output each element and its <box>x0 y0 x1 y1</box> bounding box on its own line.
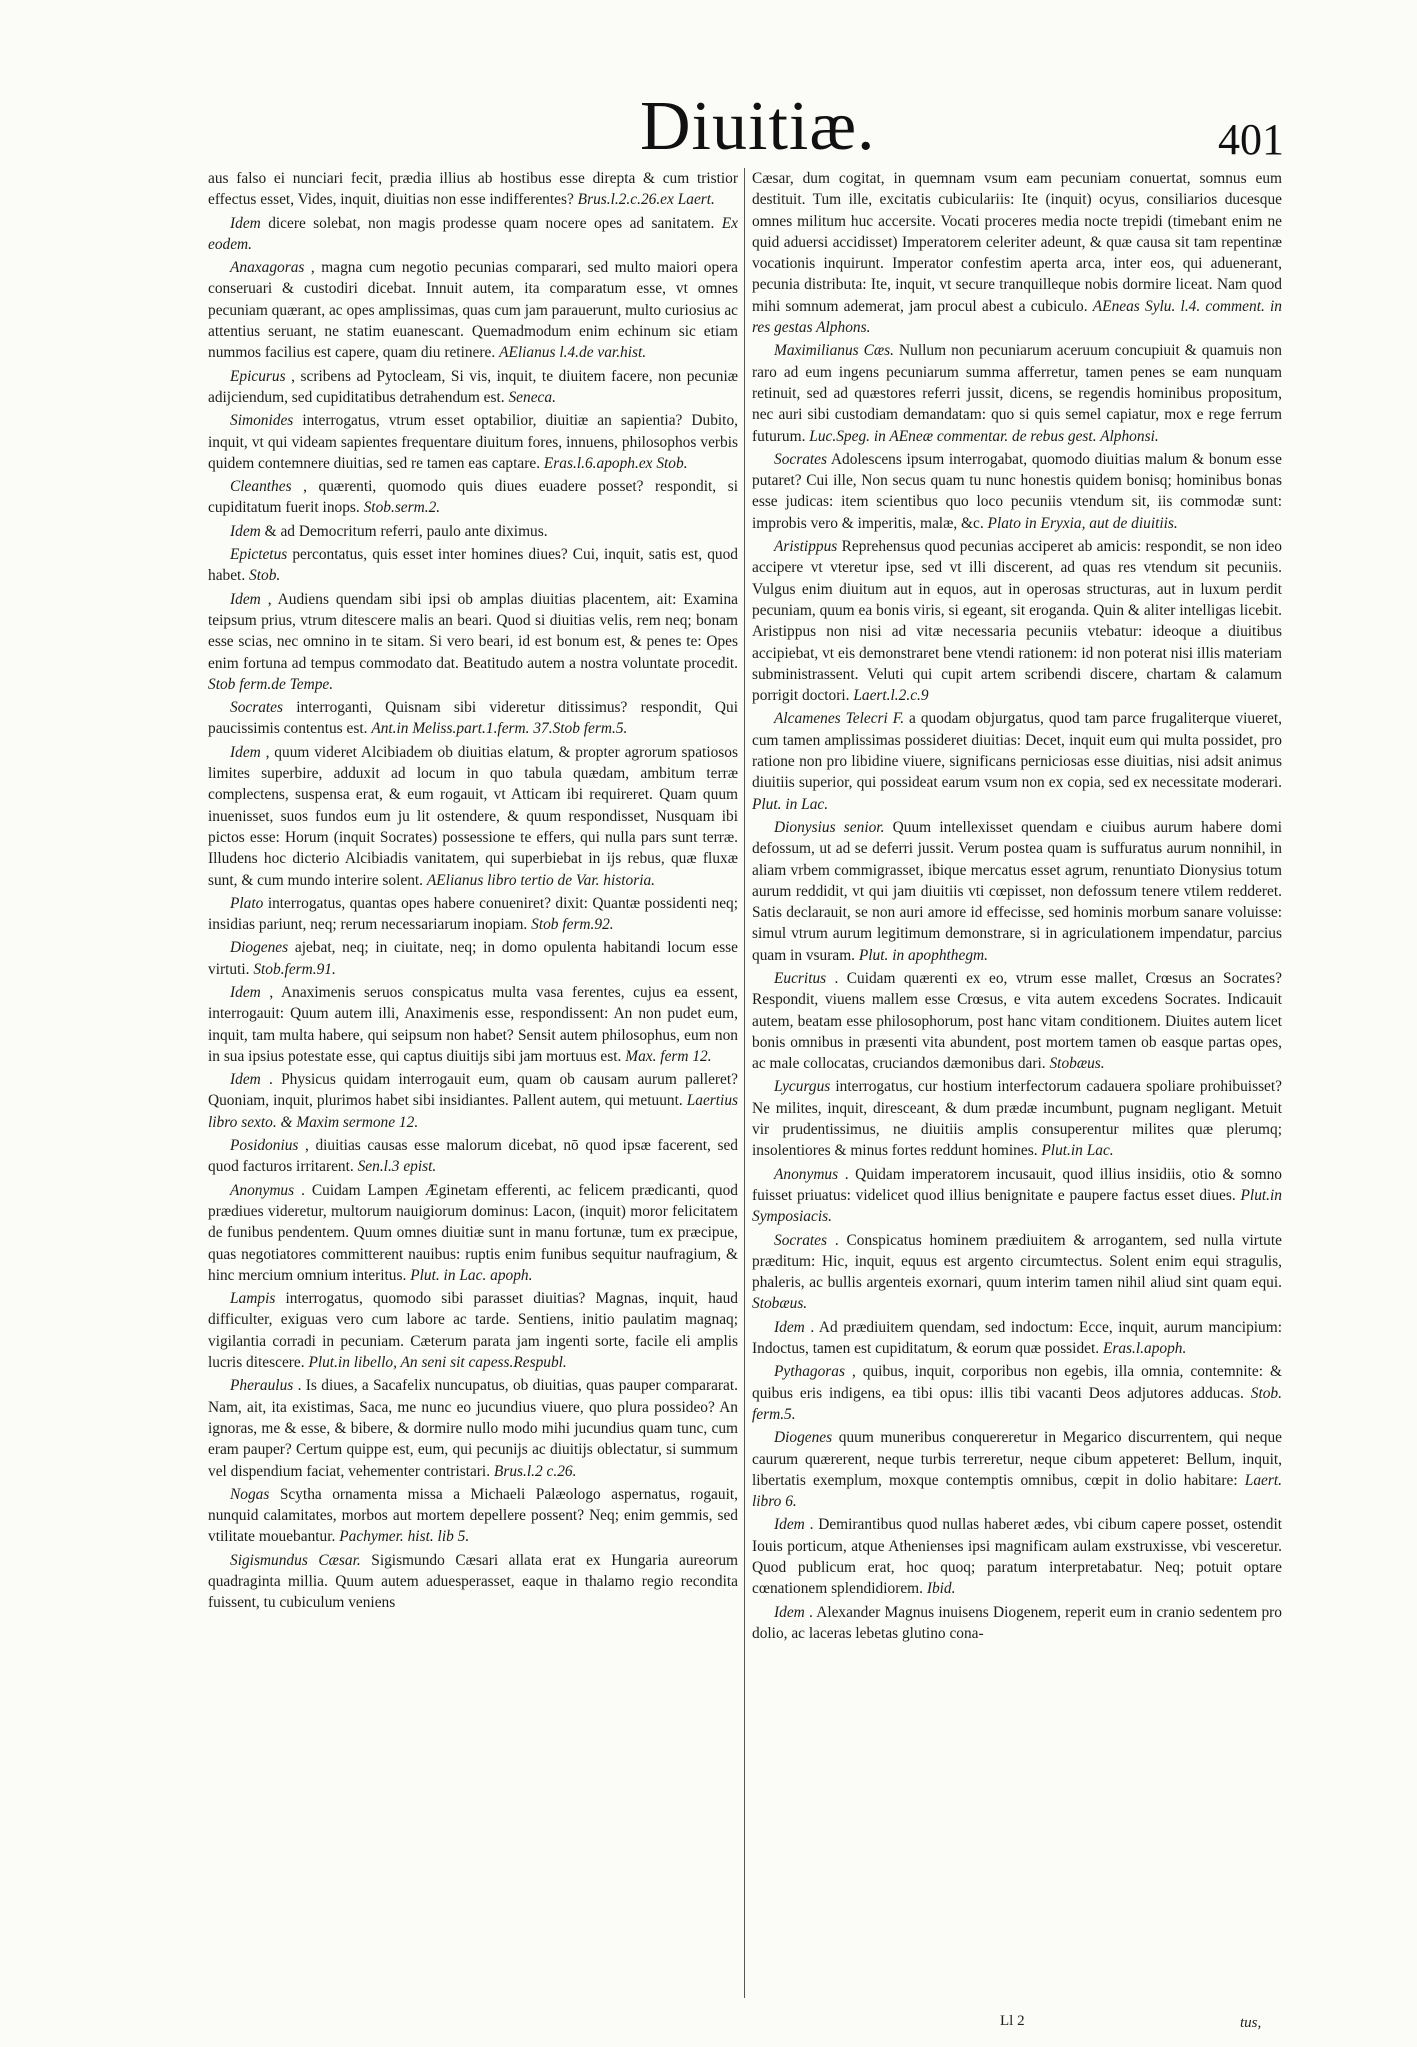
entry-source: Stob ferm.de Tempe. <box>208 675 334 693</box>
entry-lead-name: Socrates <box>230 699 284 717</box>
text-entry <box>752 1317 1282 1360</box>
entry-text: aus falso ei nunciari fecit, prædia illius ab hostibus esse direpta & cum tristior effectus esset, Vides, inquit, diuitias non esse indifferentes? <box>208 170 738 209</box>
entry-source: Laert.l.2.c.9 <box>853 687 929 705</box>
entry-source: AEneas Sylu. l.4. comment. in res gestas Alphons. <box>752 297 1282 337</box>
entry-source: Plut.in libello, An seni sit capess.Respubl. <box>308 1354 567 1372</box>
page-title: Diuitiæ. <box>640 88 876 165</box>
entry-lead-name: Socrates <box>774 450 828 468</box>
entry-source: Ant.in Meliss.part.1.ferm. 37.Stob ferm.5. <box>371 720 628 738</box>
entry-text: percontatus, quis esset inter homines diues? Cui, inquit, satis est, quod habet. <box>208 546 738 585</box>
text-entry <box>208 366 738 409</box>
entry-source: Luc.Speg. in AEneæ commentar. de rebus gest. Alphonsi. <box>809 427 1159 445</box>
entry-lead-name: Cleanthes <box>230 478 292 496</box>
entry-lead-name: Aristippus <box>774 538 838 556</box>
entry-lead-name: Plato <box>230 894 264 912</box>
entry-lead-name: Pythagoras <box>774 1363 845 1381</box>
entry-text: , Anaximenis seruos conspicatus multa vasa ferentes, cujus ea essent, interrogauit: Quum autem illi, Anaximenis esse, respondissent: An non pudet eum, inquit, tam multa habere, qui seipsum non habet? Sensit autem philosophus, eum non in sua ipsius potestate esse, qui captus diuitijs sibi jam mortuus est. <box>208 983 738 1065</box>
text-entry <box>208 1180 738 1286</box>
entry-source: Eras.l.apoph. <box>1102 1340 1187 1358</box>
text-entry <box>752 708 1282 814</box>
entry-lead-name: Epictetus <box>230 546 288 564</box>
entry-source: Plut.in Symposiacis. <box>752 1186 1282 1226</box>
entry-lead-name: Socrates <box>774 1231 828 1249</box>
entry-lead-name: Alcamenes Telecri F. <box>774 710 905 728</box>
entry-lead-name: Nogas <box>230 1485 270 1503</box>
entry-lead-name: Idem <box>230 522 261 540</box>
entry-lead-name: Idem <box>774 1603 805 1621</box>
page-number: 401 <box>1218 115 1284 164</box>
entry-lead-name: Idem <box>230 743 261 761</box>
entry-text: . Demirantibus quod nullas haberet ædes, vbi cibum capere posset, ostendit Iouis porticum, atque Athenienses ipsi magnificam aulam exstruxisse, vbi vesceretur. Quod publicum erat, hoc quoq; paratum interpretabatur. Neq; potuit optare cœnationem splendidiorem. <box>752 1516 1282 1598</box>
entry-lead-name: Anaxagoras <box>230 259 305 277</box>
text-entry <box>752 968 1282 1074</box>
text-entry <box>752 1361 1282 1425</box>
entry-lead-name: Pheraulus <box>230 1377 294 1395</box>
entry-source: Sen.l.3 epist. <box>357 1158 437 1176</box>
entry-text: a quodam objurgatus, quod tam parce frugaliterque viueret, cum tamen amplissimas possideret diuitias: Decet, inquit eum qui multa possidet, pro ratione non pro libidine viuere, significans perniciosas esse diuitias, nisi adsit animus diuitiis superior, qui possideat earum vsum non ex copia, sed ex necessitate moderari. <box>752 710 1282 792</box>
entry-lead-name: Lampis <box>230 1290 276 1308</box>
entry-source: Stobæus. <box>752 1295 808 1313</box>
text-entry <box>752 1164 1282 1228</box>
text-entry <box>752 536 1282 706</box>
entry-lead-name: Sigismundus Cæsar. <box>230 1551 361 1569</box>
text-entry <box>752 340 1282 446</box>
entry-lead-name: Idem <box>774 1318 805 1336</box>
text-entry <box>208 1375 738 1481</box>
text-entry <box>208 589 738 695</box>
entry-text: , magna cum negotio pecunias comparari, sed multo maiori opera conseruari & custodiri dicebat. Innuit autem, ita comparatum esse, vt omnes pecuniam quærant, ac opes amplissimas, quas cum jam parauerunt, multo curiosius ac attentius seruant, ne statim euanescant. Quemadmodum enim echinum sic etiam nummos facilius est capere, quam diu retinere. <box>208 259 738 362</box>
signature-mark: Ll 2 <box>1000 2013 1025 2029</box>
text-entry <box>752 1427 1282 1512</box>
text-entry <box>208 742 738 891</box>
text-entry <box>208 1550 738 1614</box>
entry-source: Seneca. <box>508 388 556 406</box>
entry-source: Brus.l.2.c.26.ex Laert. <box>577 191 715 209</box>
entry-text: . Physicus quidam interrogauit eum, quam ob causam aurum palleret? Quoniam, inquit, plurimos habet sibi insidiantes. Pallent autem, qui metuunt. <box>208 1071 738 1110</box>
text-entry <box>752 1076 1282 1161</box>
entry-text: interroganti, Quisnam sibi videretur ditissimus? respondit, Qui paucissimis contentus est. <box>208 699 738 738</box>
entry-source: Pachymer. hist. lib 5. <box>339 1528 470 1546</box>
entry-text: Adolescens ipsum interrogabat, quomodo diuitias malum & bonum esse putaret? Cui ille, Non secus quam tu nunc honestis quidem bonisq; hominibus bonas esse judicas: item scientibus quo loco pecuniis vtendum sit, iis commodæ sunt: improbis vero & imperitis, malæ, &c. <box>752 450 1282 532</box>
entry-text: . Alexander Magnus inuisens Diogenem, reperit eum in cranio sedentem pro dolio, ac laceras lebetas glutino cona- <box>752 1603 1282 1642</box>
entry-text: interrogatus, quomodo sibi parasset diuitias? Magnas, inquit, haud difficulter, exiguas vero cum labore ac tarde. Sentiens, initio paulatim magnaq; vigilantia corradi in pecuniam. Cæterum parata jam ingenti sorte, facile eli amplis lucris ditescere. <box>208 1290 738 1372</box>
entry-text: . Conspicatus hominem prædiuitem & arrogantem, sed nulla virtute præditum: Hic, inquit, equus est argento circumtectus. Solent enim equi stragulis, phaleris, ac bullis argenteis exornari, quum interim tamen nihil aliud sint quam equi. <box>752 1231 1282 1292</box>
entry-source: Stobæus. <box>1049 1055 1105 1073</box>
left-column <box>208 168 738 2020</box>
entry-text: ajebat, neq; in ciuitate, neq; in domo opulenta habitandi locum esse virtuti. <box>208 939 738 978</box>
entry-text: . Ad prædiuitem quendam, sed indoctum: Ecce, inquit, aurum mancipium: Indoctus, tamen est cupiditatum, & eorum quæ possidet. <box>752 1318 1282 1358</box>
entry-lead-name: Lycurgus <box>774 1078 831 1096</box>
text-entry <box>208 697 738 740</box>
text-entry <box>752 817 1282 966</box>
text-entry <box>208 521 738 542</box>
entry-source: Stob. <box>249 567 281 585</box>
entry-source: Stob. ferm.5. <box>752 1384 1282 1423</box>
entry-source: Plut.in Lac. <box>1041 1142 1114 1160</box>
entry-lead-name: Maximilianus Cæs. <box>774 342 895 360</box>
entry-lead-name: Idem <box>230 1071 261 1089</box>
entry-source: AElianus libro tertio de Var. historia. <box>426 871 656 889</box>
entry-source: Ex eodem. <box>208 214 738 253</box>
entry-lead-name: Posidonius <box>230 1137 299 1155</box>
text-entry <box>208 1069 738 1133</box>
text-entry <box>752 1230 1282 1315</box>
text-entry <box>208 982 738 1067</box>
text-entry <box>752 449 1282 534</box>
entry-text: , quærenti, quomodo quis diues euadere posset? respondit, si cupiditatum fuerit inops. <box>208 478 738 517</box>
entry-source: Laertius libro sexto. & Maxim sermone 12. <box>208 1092 738 1131</box>
text-entry <box>208 937 738 980</box>
entry-lead-name: Idem <box>230 983 261 1001</box>
entry-lead-name: Dionysius senior. <box>774 818 885 836</box>
entry-source: Plut. in Lac. apoph. <box>410 1266 533 1284</box>
entry-lead-name: Diogenes <box>230 939 289 957</box>
entry-text: Scytha ornamenta missa a Michaeli Palæologo aspernatus, rogauit, nunquid calamitates, morbos aut mortem depellere possent? Neq; enim gemmis, sed vtilitate mouebantur. <box>208 1485 738 1546</box>
column-divider <box>744 168 745 1998</box>
entry-text: , Audiens quendam sibi ipsi ob amplas diuitias placentem, ait: Examina teipsum prius, vtrum ditescere malis an beari. Quod si diuitias velis, rem neq; bonam esse scias, nec omnino in te sitam. Si vero beari, id est bonum est, & penes te: Opes enim fortuna ad tempus commodato dat. Beatitudo autem a nostra voluntate procedit. <box>208 590 738 672</box>
entry-source: Plut. in apophthegm. <box>858 946 988 964</box>
entry-lead-name: Eucritus <box>774 969 827 987</box>
entry-text: , quum videret Alcibiadem ob diuitias elatum, & propter agrorum spatiosos limites superbire, adduxit ad locum in quo tabula quædam, ambitum terræ complectens, suspensa erat, & eum rogauit, vt Atticam ibi requireret. Quam quum inuenisset, suos fundos eum ju lit ostendere, & quum respondisset, Nusquam ibi pictos esse: Horum (inquit Socrates) possessione te effers, qui nulla pars sunt terræ. Illudens hoc dicterio Alcibiadis vanitatem, qui superbiebat in ijs rebus, quæ fluxæ sunt, & cum mundo interire solent. <box>208 743 738 889</box>
entry-text: interrogatus, quantas opes habere conueniret? dixit: Quantæ possidenti neq; insidias pariunt, neq; rerum necessariarum inopiam. <box>208 894 738 934</box>
right-column <box>752 168 1282 2020</box>
entry-text: . Is diues, a Sacafelix nuncupatus, ob diuitias, quas pauper compararat. Nam, ait, ita existimas, Saca, me nunc eo jucundius viuere, quo plura possideo? An ignoras, me & esse, & bibere, & dormire nullo modo mihi jucundius quam tunc, cum eram pauper? Certum quippe est, eum, qui pecunijs ac diuitijs oblectatur, si summum vel dispendium faciat, vehementer contristari. <box>208 1377 738 1480</box>
text-entry <box>208 1288 738 1373</box>
entry-text: Reprehensus quod pecunias acciperet ab amicis: respondit, se non ideo accipere vt vteretur ipse, sed vt illi discerent, ad quas res vtendum sit pecuniis. Vulgus enim diuitum aut in equos, aut in operosas structuras, aut in luxum perdit pecuniam, quum ea bonis viris, si egeant, sit eroganda. Quin & aliter intelligas licebit. Aristippus non nisi ad vitæ necessaria pecuniis vtebatur: ideoque a diuitibus accipiebat, vt eis demonstraret bene vtendi rationem: id non poterat nisi illis materiam subministrassent. Veluti qui cupit artem scribendi discere, chartam & calamum porrigit doctori. <box>752 538 1282 705</box>
entry-text: . Cuidam Lampen Æginetam efferenti, ac felicem prædicanti, quod prædiues videretur, multorum nauigiorum dominus: Lacon, (inquit) moror felicitatem de funibus pendentem. Quum omnes diuitiæ sunt in manu fortunæ, tum ex præcipue, quas negotiatores committerent nauibus: ruptis enim funibus sequitur naufragium, & hinc mercium omnium interitus. <box>208 1181 738 1284</box>
entry-text: Cæsar, dum cogitat, in quemnam vsum eam pecuniam conuertat, somnus eum destituit. Tum ille, excitatis cubiculariis: Ite (inquit) ocyus, consiliarios ducesque omnes militum huc accersite. Vocati proceres media nocte trepidi (timebant enim ne quid aduersi accidisset) Imperatorem celeriter adeunt, & quæ causa sit tam repentinæ vocationis inquirunt. Imperator confestim aperta arca, inter eos, qui aduenerant, pecunia distributa: Ite, inquit, vt secure tranquilleque nobis dormire liceat. Nam quod mihi somnum ademerat, jam procul abest a cubiculo. <box>752 170 1282 315</box>
entry-source: Stob.ferm.91. <box>253 960 336 978</box>
entry-lead-name: Idem <box>230 590 261 608</box>
entry-source: Laert. libro 6. <box>752 1471 1282 1511</box>
entry-text: dicere solebat, non magis prodesse quam nocere opes ad sanitatem. <box>268 214 715 232</box>
text-entry <box>208 168 738 211</box>
entry-lead-name: Simonides <box>230 412 294 430</box>
entry-text: interrogatus, vtrum esset optabilior, diuitiæ an sapientia? Dubito, inquit, vt qui videam sapientes frequentare diuitum fores, innuens, philosophos verbis quidem contemnere diuitias, sed re tamen eas captare. <box>208 412 738 472</box>
page-header <box>0 0 1417 165</box>
text-entry <box>752 1514 1282 1599</box>
entry-lead-name: Idem <box>230 214 261 232</box>
entry-text: , scribens ad Pytocleam, Si vis, inquit, te diuitem facere, non pecuniæ adijciendum, sed cupiditatibus detrahendum est. <box>208 367 738 406</box>
entry-text: quum muneribus conquereretur in Megarico discurrentem, qui neque caurum quærerent, neque turbis terreretur, neque cibum appeteret: Bellum, inquit, libertatis exemplum, moxque contemptis omnibus, cœpit in dolio habitare: <box>752 1429 1282 1489</box>
text-entry <box>208 893 738 936</box>
entry-text: . Cuidam quærenti ex eo, vtrum esse mallet, Crœsus an Socrates? Respondit, viuens mallem esse Crœsus, e vita autem excedens Socrates. Indicauit autem, beatam esse philosophorum, post hanc vitam conditionem. Diuites autem licet bonis omnibus in præsenti vita abundent, post mortem tamen ob easque partas opes, ac male collocatas, cruciandos dæmonibus dari. <box>752 969 1282 1073</box>
entry-text: Quum intellexisset quendam e ciuibus aurum habere domi defossum, ut ad se deferri jussit. Verum postea quam is suffuratus aurum nonnihil, in aliam vrbem commigrasset, ibique mercatus esset agrum, renuntiato Dionysius totum aurum reddidit, vt qui jam diuitiis vti cœpisset, non defossum tenere vtilem redderet. Satis declarauit, se non auri amore id effecisse, sed hominis morbum sanare voluisse: simul vtrum aurum legitimum demonstrare, si in agriculationem impendatur, parcius quam in vsuram. <box>752 818 1282 964</box>
text-entry <box>208 213 738 256</box>
entry-lead-name: Idem <box>774 1516 805 1534</box>
entry-source: Stob.serm.2. <box>363 499 441 517</box>
entry-source: Stob ferm.92. <box>531 916 614 934</box>
entry-text: . Quidam imperatorem incusauit, quod illius insidiis, otio & somno fuisset priuatus: videlicet quod illius benignitate e paupere factus esset diues. <box>752 1165 1282 1204</box>
entry-lead-name: Diogenes <box>774 1429 833 1447</box>
entry-text: , diuitias causas esse malorum dicebat, nō quod ipsæ facerent, sed quod facturos irritarent. <box>208 1137 738 1176</box>
catchword: tus, <box>1240 2015 1262 2031</box>
text-entry <box>752 1602 1282 1645</box>
text-entry <box>208 1484 738 1548</box>
entry-text: Sigismundo Cæsari allata erat ex Hungaria aureorum quadraginta millia. Quum autem aduesperasset, eaque in thalamo regio recondita fuissent, tu cubiculum veniens <box>208 1551 738 1612</box>
text-entry <box>208 476 738 519</box>
entry-source: Brus.l.2 c.26. <box>493 1462 577 1480</box>
text-entry <box>208 257 738 363</box>
text-entry <box>208 410 738 474</box>
entry-text: & ad Democritum referri, paulo ante diximus. <box>264 522 548 540</box>
text-entry <box>752 168 1282 338</box>
entry-source: Ibid. <box>926 1580 956 1598</box>
entry-source: Plato in Eryxia, aut de diuitiis. <box>987 514 1178 532</box>
text-entry <box>208 544 738 587</box>
entry-lead-name: Epicurus <box>230 367 286 385</box>
entry-source: Eras.l.6.apoph.ex Stob. <box>543 454 688 472</box>
entry-source: Plut. in Lac. <box>752 795 829 813</box>
entry-source: AElianus l.4.de var.hist. <box>499 344 647 362</box>
entry-text: , quibus, inquit, corporibus non egebis, illa omnia, contemnite: & quibus eris indigens, ea tibi opus: illis tibi vacanti Deos adjutores adducas. <box>752 1363 1282 1402</box>
entry-source: Max. ferm 12. <box>625 1047 712 1065</box>
entry-lead-name: Anonymus <box>774 1165 839 1183</box>
entry-text: interrogatus, cur hostium interfectorum cadauera spoliare prohibuisset? Ne milites, inquit, diresceant, & dum prædæ incumbunt, pugnam negligant. Metuit vir prudentissimus, ne diuitiis amplis consuperentur milites quæ plerumq; insolentiores & minus fortes reddunt homines. <box>752 1078 1282 1160</box>
entry-lead-name: Anonymus <box>230 1181 295 1199</box>
text-entry <box>208 1135 738 1178</box>
entry-text: Nullum non pecuniarum aceruum concupiuit & quamuis non raro ad eum ingens pecuniarum summa afferretur, tamen penes se eam nunquam retinuit, sed ad quæstores referri jussit, dicens, se regendis hominibus propositum, nec auri sibi custodiam demandatam: quo si quis semel capiatur, mox e rege ferrum futurum. <box>752 342 1282 445</box>
